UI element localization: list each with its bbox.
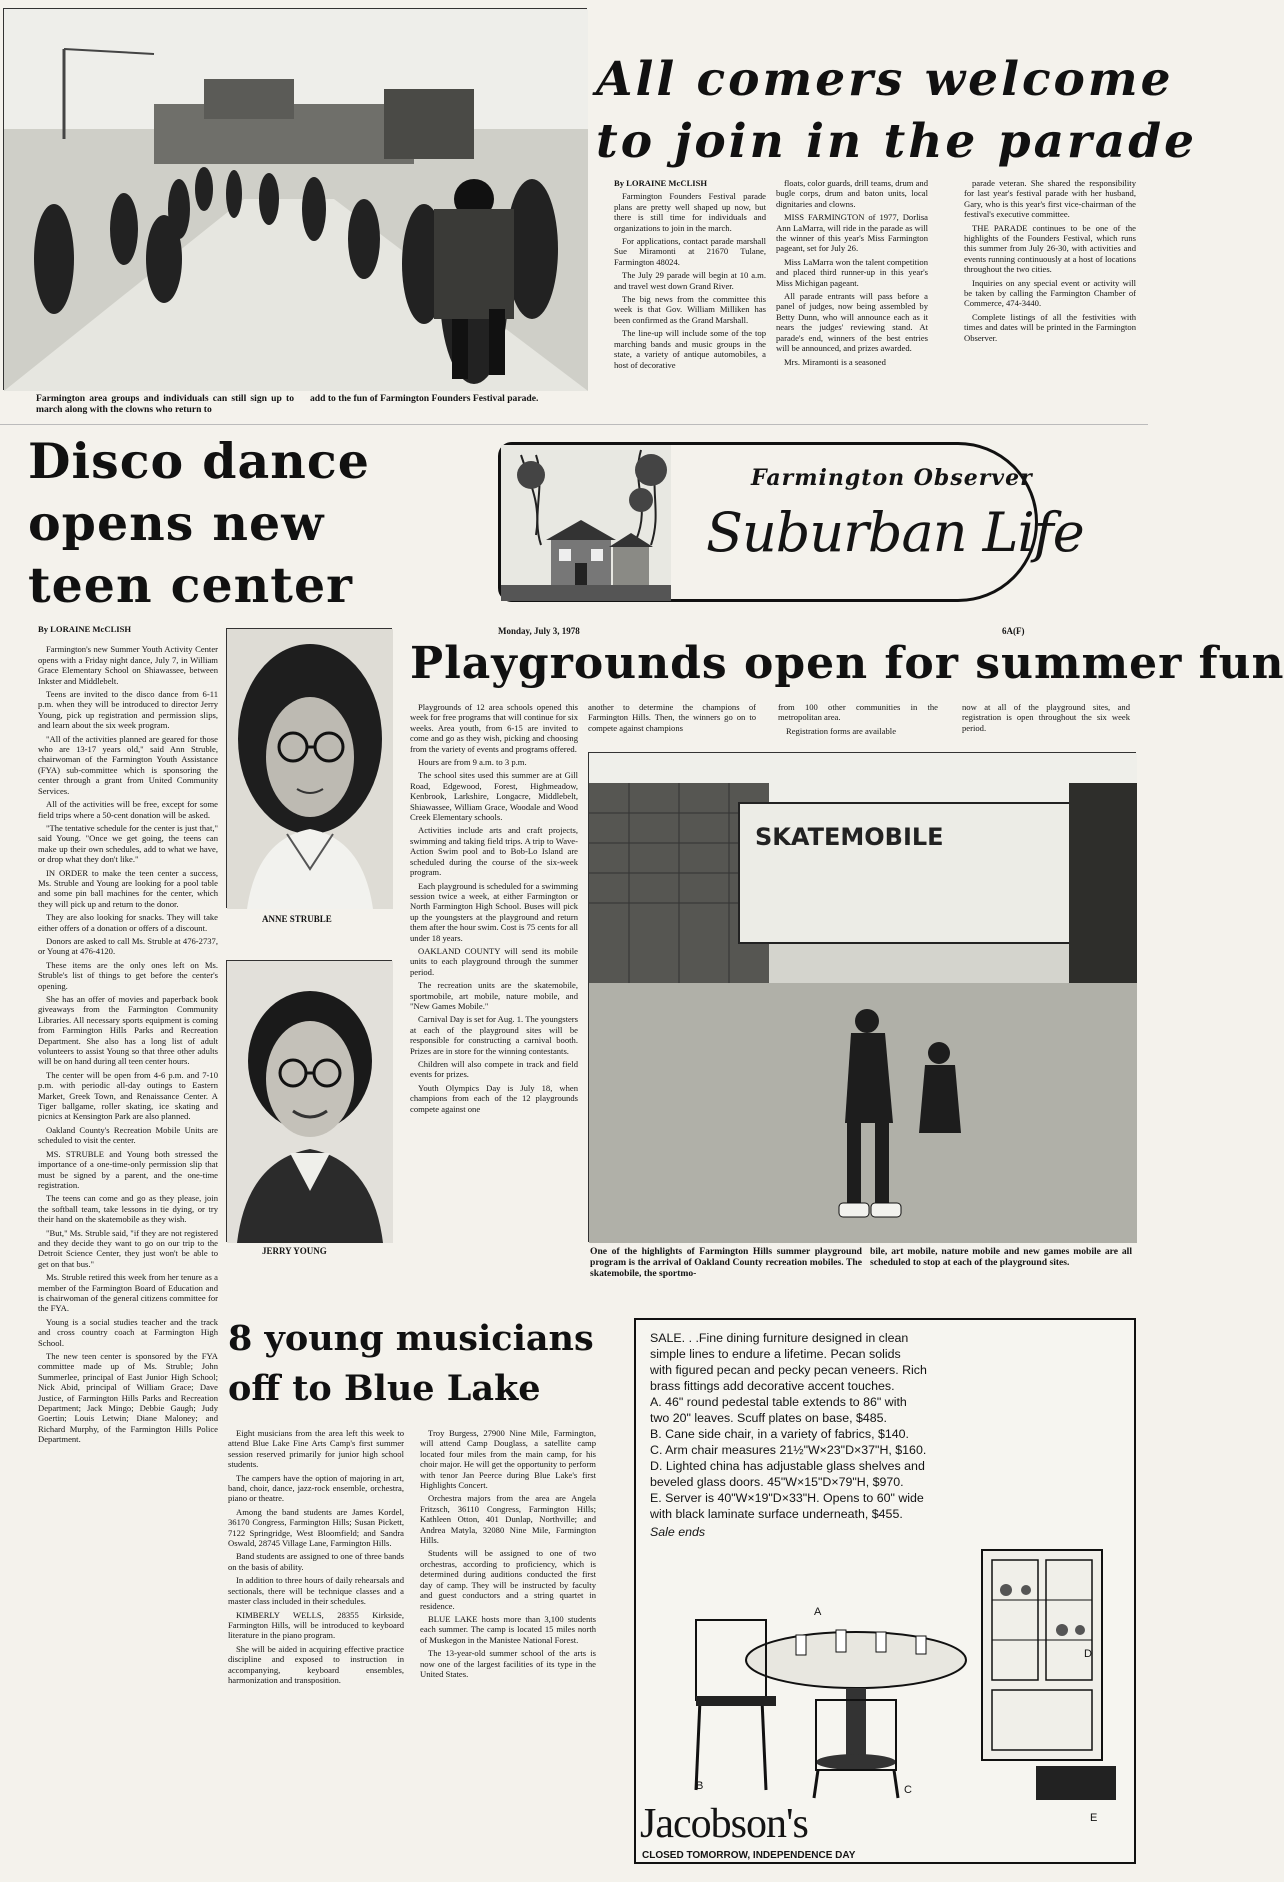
musicians-column-1 [228, 1428, 404, 1858]
anne-struble-photo [226, 628, 392, 908]
jerry-young-caption: JERRY YOUNG [262, 1246, 327, 1256]
playgrounds-p1: Playgrounds of 12 area schools opened this week for free programs that will continue for six weeks. Area youth, from 6-15 are invited to come and go as they wish, picking and choosing from the variety of events and programs offered. [410, 702, 578, 754]
musicians-p2: The campers have the option of majoring in art, band, choir, dance, jazz-rock ensemble, orchestra, piano or theatre. [228, 1472, 404, 1504]
disco-p14: The teens can come and go as they please, join the softball team, take lessons in tie dying, or try their hand on the skatemobile as they wish. [38, 1193, 218, 1225]
playgrounds-p8: Carnival Day is set for Aug. 1. The youngsters at each of the playground sites will be responsible for constructing a carnival booth. Prizes are in store for the winning contestants. [410, 1014, 578, 1056]
parade-col2-p2: MISS FARMINGTON of 1977, Dorlisa Ann LaMarra, will ride in the parade as will the winner of this year's Miss Farmington pageant, set for July 26. [776, 212, 928, 254]
parade-col3-p3: Inquiries on any special event or activity will be taken by calling the Farmington Chamber of Commerce, 474-3440. [964, 277, 1136, 309]
playgrounds-caption-left: One of the highlights of Farmington Hills summer playground program is the arrival of Oakland County recreation mobiles. The skatemobile, the sportmo- [590, 1246, 862, 1280]
ad-line-3: with figured pecan and pecky pecan veneers. Rich [650, 1363, 927, 1377]
ad-line-7: B. Cane side chair, in a variety of fabrics, $140. [650, 1427, 909, 1441]
parade-col2-p5: Mrs. Miramonti is a seasoned [784, 356, 886, 367]
playgrounds-col4-p1: now at all of the playground sites, and registration is open throughout the six week period. [962, 702, 1130, 733]
furniture-illustration [696, 1540, 1116, 1800]
playgrounds-p2: Hours are from 9 a.m. to 3 p.m. [418, 757, 527, 768]
disco-p10: She has an offer of movies and paperback book giveaways from the Farmington Community Libraries. All necessary sports equipment is coming from Farmington Hills Parks and Recreation Department. She also has a long list of adult volunteers to assist Young so that three other adults will be on hand during all teen center hours. [38, 994, 218, 1067]
disco-p9: These items are the only ones left on Ms. Struble's list of things to get before the center's opening. [38, 959, 218, 991]
label-e: E [1090, 1812, 1098, 1824]
parade-col1-p2: For applications, contact parade marshall Sue Miramonti at 21670 Tulane, Farmington 48024. [614, 236, 766, 267]
ad-line-11: E. Server is 40"W×19"D×33"H. Opens to 60" wide [650, 1491, 924, 1505]
disco-p12: Oakland County's Recreation Mobile Units are scheduled to visit the center. [38, 1124, 218, 1146]
musicians-p7: She will be aided in acquiring effective practice discipline and exposed to instruction in accompanying, keyboard ensembles, harmonization and transposition. [228, 1643, 404, 1685]
musicians-p10: Students will be assigned to one of two orchestras, according to proficiency, which is determined during auditions conducted the first day of camp. They will be instructed by faculty and guest conductors and a string quartet in residence. [420, 1548, 596, 1611]
jerry-young-photo [226, 960, 392, 1242]
store-logo: Jacobson's [640, 1801, 808, 1847]
parade-section-rule [0, 424, 1148, 425]
musicians-p9: Orchestra majors from the area are Angela Fritzsch, 36110 Congress, Farmington Hills; Kathleen Otton, 401 Dunlap, Northville; and Andrea Matyla, 32080 Nine Mile, Farmington Hills. [420, 1493, 596, 1546]
disco-p15: "But," Ms. Struble said, "if they are not registered and they decide they want to go on our trip to the Detroit Science Center, they just won't be able to get on that bus." [38, 1227, 218, 1269]
playgrounds-column-1 [410, 702, 578, 1244]
ad-line-1: SALE. . .Fine dining furniture designed in clean [650, 1331, 909, 1345]
disco-p18: The new teen center is sponsored by the FYA committee made up of Ms. Struble; John Summerlee, principal of East Junior High School; Nick Abid, principal of William Grace; Dave Justice, of Farmington Hills Parks and Recreation Department; Jack Mingo; Debbie Gaugh; Judy Goertin; Louis Letwin; Diane Maloney; and Richard Murphy, of the Farmington Hills Police Department. [38, 1351, 218, 1445]
musicians-p5: In addition to three hours of daily rehearsals and sectionals, there will be technique classes and a master class included in their schedules. [228, 1575, 404, 1607]
parade-col3-p4: Complete listings of all the festivities with times and dates will be printed in the Farmington Observer. [964, 311, 1136, 343]
playgrounds-headline: Playgrounds open for summer fun [410, 638, 1284, 689]
musicians-column-2 [420, 1428, 596, 1858]
parade-photo-art [4, 9, 588, 391]
ad-line-2: simple lines to endure a lifetime. Pecan solids [650, 1347, 901, 1361]
masthead-page-number: 6A(F) [1002, 626, 1025, 636]
disco-p11: The center will be open from 4-6 p.m. and 7-10 p.m. with periodic all-day outings to Eastern Market, Greek Town, and Renaissance Center. A Tiger ballgame, roller skating, ice skating and picnics at Kensington Park are also planned. [38, 1069, 218, 1122]
musicians-p1: Eight musicians from the area left this week to attend Blue Lake Fine Arts Camp's first summer session reserved primarily for junior high school students. [228, 1428, 404, 1470]
playgrounds-caption-right: bile, art mobile, nature mobile and new games mobile are all scheduled to stop at each of the playground sites. [870, 1246, 1132, 1269]
parade-headline-line-1: All comers welcome [596, 52, 1174, 107]
disco-p17: Young is a social studies teacher and the track and cross country coach at Farmington High School. [38, 1316, 218, 1348]
musicians-headline-line-2: off to Blue Lake [228, 1368, 541, 1409]
parade-col1-p4: The big news from the committee this week is that Gov. William Milliken has been confirmed as the Grand Marshall. [614, 294, 766, 325]
ad-line-6: two 20" leaves. Scuff plates on base, $485. [650, 1411, 887, 1425]
playgrounds-column-2 [588, 702, 756, 742]
playgrounds-p6: OAKLAND COUNTY will send its mobile units to each playground through the summer period. [410, 945, 578, 977]
disco-p7: They are also looking for snacks. They will take either offers of a donation or offers of a discount. [38, 912, 218, 933]
playgrounds-col3-p2: Registration forms are available [786, 725, 897, 736]
disco-p3: "All of the activities planned are geared for those who are 13-17 years old," said Ann Struble, chairwoman of the Farmington Youth Assistance (FYA) sub-committee which is sponsoring the center through a grant from United Community Services. [38, 733, 218, 796]
masthead-box [498, 442, 1084, 602]
playgrounds-column-3 [778, 702, 938, 742]
playgrounds-column-4 [962, 702, 1130, 742]
parade-col2-p1: floats, color guards, drill teams, drum and bugle corps, drum and baton units, local dignitaries and clowns. [776, 178, 928, 209]
skatemobile-photo [588, 752, 1136, 1242]
label-b: B [696, 1780, 704, 1792]
parade-column-3 [964, 178, 1136, 410]
musicians-p8: Troy Burgess, 27900 Nine Mile, Farmington, will attend Camp Douglass, a satellite camp located four miles from the main camp, for his choir major. He will get the opportunity to perform with tenor Jan Peerce during Blue Lake's first Highlights Concert. [420, 1428, 596, 1491]
disco-p4: All of the activities will be free, except for some field trips where a 50-cent donation will be asked. [38, 799, 218, 820]
jerry-young-portrait [227, 961, 393, 1243]
disco-p16: Ms. Struble retired this week from her tenure as a member of the Farmington Board of Education and is chairwoman of the general citizens committee for the FYA. [38, 1272, 218, 1314]
ad-line-9: D. Lighted china has adjustable glass shelves and [650, 1459, 925, 1473]
musicians-p3: Among the band students are James Kordel, 36170 Congress, Farmington Hills; Susan Pickett, 7122 Springridge, West Bloomfield; and Sandra Oswald, 28745 Village Lane, Farmington Hills. [228, 1506, 404, 1549]
skatemobile-photo-art [589, 753, 1137, 1243]
masthead-section-name: Suburban Life [706, 501, 1084, 564]
parade-col1-p5: The line-up will include some of the top marching bands and music groups in the state, a variety of antique automobiles, a host of decorative [614, 328, 766, 370]
ad-line-10: beveled glass doors. 45"W×15"D×79"H, $970. [650, 1475, 904, 1489]
musicians-p4: Band students are assigned to one of three bands on the basis of ability. [228, 1551, 404, 1572]
parade-col2-p4: All parade entrants will pass before a panel of judges, now being assembled by Betty Dunn, who will announce each as it nears the judges' reviewing stand. At parade's end, winners of the best entries will be announced, and prizes awarded. [776, 291, 928, 354]
parade-byline: By LORAINE McCLISH [614, 178, 708, 188]
disco-p13: MS. STRUBLE and Young both stressed the importance of a one-time-only permission slip that must be signed by a parent, and the one-time registration. [38, 1148, 218, 1190]
ad-line-8: C. Arm chair measures 21½"W×23"D×37"H, $160. [650, 1443, 927, 1457]
disco-headline-line-1: Disco dance [28, 432, 370, 490]
disco-byline: By LORAINE McCLISH [38, 624, 132, 634]
jacobsons-ad [634, 1318, 1136, 1864]
musicians-p6: KIMBERLY WELLS, 28355 Kirkside, Farmington Hills, will be introduced to keyboard literature in the piano program. [228, 1609, 404, 1641]
ad-line-4: brass fittings add decorative accent touches. [650, 1379, 895, 1393]
disco-article-column [38, 624, 218, 1860]
store-closed-notice: CLOSED TOMORROW, INDEPENDENCE DAY [642, 1850, 856, 1861]
disco-p2: Teens are invited to the disco dance from 6-11 p.m. when they will be introduced to director Jerry Young, pick up registration and permission slips, and learn about the six week program. [38, 689, 218, 731]
disco-p5: "The tentative schedule for the center is just that," said Young. "Once we get going, the teens can make up their own schedules, add to what we have, or drop what they don't like." [38, 822, 218, 865]
label-d: D [1084, 1648, 1092, 1660]
masthead-date: Monday, July 3, 1978 [498, 626, 580, 636]
disco-headline-line-2: opens new [28, 494, 325, 552]
musicians-p11: BLUE LAKE hosts more than 3,100 students each summer. The camp is located 15 miles north of Muskegon in the Manistee National Forest. [420, 1613, 596, 1645]
ad-line-12: with black laminate surface underneath, $455. [650, 1507, 903, 1521]
parade-col2-p3: Miss LaMarra won the talent competition and placed third runner-up in this year's Miss Michigan pageant. [776, 256, 928, 288]
playgrounds-col2-p1: another to determine the champions of Farmington Hills. Then, the winners go on to compete against champions [588, 702, 756, 733]
parade-col3-p2: THE PARADE continues to be one of the highlights of the Founders Festival, which runs this summer from July 26-30, with activities and events running continuously at a host of locations throughout the two cities. [964, 222, 1136, 275]
playgrounds-p7: The recreation units are the skatemobile, sportmobile, art mobile, nature mobile, and "New Games Mobile." [410, 980, 578, 1011]
anne-struble-caption: ANNE STRUBLE [262, 914, 332, 924]
parade-caption-left: Farmington area groups and individuals can still sign up to march along with the clowns who return to [36, 393, 294, 416]
playgrounds-p3: The school sites used this summer are at Gill Road, Edgewood, Forest, Highmeadow, Kenbrook, Larkshire, Longacre, Middlebelt, Shiawassee, William Grace, Woodale and Wood Creek Elementary schools. [410, 770, 578, 823]
musicians-headline-line-1: 8 young musicians [228, 1318, 594, 1359]
playgrounds-col3-p1: from 100 other communities in the metropolitan area. [778, 702, 938, 723]
playgrounds-p5: Each playground is scheduled for a swimming session twice a week, at either Farmington or North Farmington High School. Buses will pick up the youngsters at the playground and return them after the hour swim. Cost is 75 cents for all under 18 years. [410, 880, 578, 943]
anne-struble-portrait [227, 629, 393, 909]
parade-photo [3, 8, 587, 390]
disco-p8: Donors are asked to call Ms. Struble at 476-2737, or Young at 476-4120. [38, 935, 218, 957]
parade-headline-line-2: to join in the parade [596, 114, 1197, 169]
parade-column-2 [776, 178, 928, 410]
playgrounds-p4: Activities include arts and craft projects, swimming and taking field trips. A trip to Wave-Action Swim pool and to Bob-Lo Island are scheduled during the course of the six-week program. [410, 825, 578, 878]
masthead-house-illustration [501, 445, 671, 601]
ad-copy [650, 1330, 1130, 1540]
parade-column-1 [614, 178, 766, 410]
disco-p1: Farmington's new Summer Youth Activity Center opens with a Friday night dance, July 7, in William Grace Elementary School on Shiawassee, between Inkster and Middlebelt. [38, 644, 218, 686]
masthead-paper-name: Farmington Observer [751, 465, 1033, 491]
playgrounds-p9: Children will also compete in track and field events for prizes. [410, 1059, 578, 1080]
skatemobile-sign: SKATEMOBILE [755, 823, 944, 851]
disco-p6: IN ORDER to make the teen center a success, Ms. Struble and Young are looking for a pool table and some pin ball machines for the center, which they will pick up and return to the donor. [38, 867, 218, 909]
disco-headline-line-3: teen center [28, 556, 353, 614]
parade-caption-right: add to the fun of Farmington Founders Festival parade. [310, 393, 539, 404]
ad-sale-note: Sale ends [650, 1525, 706, 1539]
parade-col1-p3: The July 29 parade will begin at 10 a.m. and travel west down Grand River. [614, 270, 766, 291]
playgrounds-p10: Youth Olympics Day is July 18, when champions from each of the 12 playgrounds compete against one [410, 1082, 578, 1114]
musicians-p12: The 13-year-old summer school of the arts is now one of the largest facilities of its type in the United States. [420, 1648, 596, 1679]
parade-col1-p1: Farmington Founders Festival parade plans are pretty well shaped up now, but there is still time for individuals and organizations to join in the march. [614, 191, 766, 233]
parade-col3-p1: parade veteran. She shared the responsibility for last year's festival parade with her husband, Gary, who is this year's first vice-chairman of the festival's executive committee. [964, 178, 1136, 220]
ad-line-5: A. 46" round pedestal table extends to 86" with [650, 1395, 907, 1409]
label-a: A [814, 1606, 822, 1618]
label-c: C [904, 1784, 912, 1796]
